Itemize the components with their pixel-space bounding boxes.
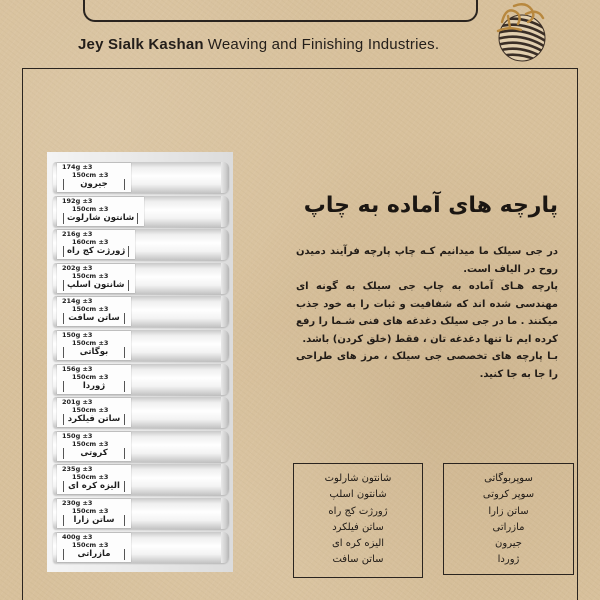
- fabric-label: [57, 230, 135, 259]
- fabric-label: [57, 331, 131, 360]
- roll-end: [221, 532, 229, 563]
- fabric-label: [57, 297, 131, 326]
- fabric-roll: [53, 364, 229, 395]
- fabric-list-item: جیرون: [495, 538, 522, 550]
- description-text: [296, 243, 558, 383]
- fabric-list-item: ساتن فیلکرد: [332, 521, 384, 533]
- fabric-weight: 216g ±3: [62, 230, 93, 239]
- fabric-width: 150cm ±3: [72, 305, 109, 314]
- fabric-weight: 192g ±3: [62, 196, 93, 205]
- fabric-list-item: الیزه کره ای: [331, 538, 385, 550]
- fabric-label: [57, 197, 144, 226]
- fabric-rolls-photo: [47, 152, 233, 572]
- fabric-name: الیزه کره ای: [63, 481, 125, 492]
- fabric-list-item: شانتون اسلپ: [329, 489, 387, 501]
- fabric-list-item: ژوردا: [497, 554, 520, 566]
- company-name-english: [78, 36, 439, 53]
- fabric-width: 150cm ±3: [72, 439, 109, 448]
- roll-end: [221, 296, 229, 327]
- roll-end: [221, 464, 229, 495]
- fabric-roll: [53, 498, 229, 529]
- fabric-list-item: ساتن زارا: [488, 505, 529, 517]
- fabric-label: [57, 432, 131, 461]
- roll-end: [221, 263, 229, 294]
- section-heading: پارچه های آماده به چاپ: [303, 193, 558, 218]
- fabric-name: ساتن زارا: [63, 515, 125, 526]
- fabric-list-item: ساتن سافت: [332, 554, 384, 566]
- fabric-roll: [53, 162, 229, 193]
- fabric-width: 150cm ±3: [72, 204, 109, 213]
- roll-end: [221, 162, 229, 193]
- fabric-roll: [53, 229, 229, 260]
- fabric-weight: 201g ±3: [62, 398, 93, 407]
- fabric-roll: [53, 296, 229, 327]
- fabric-label: [57, 264, 135, 293]
- roll-end: [221, 397, 229, 428]
- fabric-weight: 174g ±3: [62, 163, 93, 171]
- fabric-weight: 156g ±3: [62, 364, 93, 373]
- fabric-name: ژوردا: [63, 381, 125, 392]
- fabric-weight: 230g ±3: [62, 499, 93, 507]
- fabric-name: ساتن فیلکرد: [63, 414, 125, 425]
- fabric-list-item: مازراتی: [492, 521, 525, 533]
- fabric-list-item: سوپر کروتی: [482, 489, 535, 501]
- fabric-width: 150cm ±3: [72, 271, 109, 280]
- fabric-name: ساتن سافت: [63, 313, 125, 324]
- title-banner: [83, 0, 478, 22]
- fabric-weight: 150g ±3: [62, 331, 93, 339]
- fabric-weight: 202g ±3: [62, 263, 93, 272]
- description-paragraph: در جی سیلک ما میدانیم کـه چاپ پارچه فرآیند دمیدن روح در الیاف است.: [296, 246, 558, 275]
- fabric-list-box-right: [443, 463, 574, 575]
- fabric-label: [57, 533, 131, 562]
- roll-end: [221, 498, 229, 529]
- fabric-label: [57, 465, 131, 494]
- fabric-label: [57, 398, 131, 427]
- fabric-width: 150cm ±3: [72, 473, 109, 482]
- fabric-roll: [53, 464, 229, 495]
- fabric-roll: [53, 263, 229, 294]
- fabric-weight: 400g ±3: [62, 532, 93, 541]
- fabric-width: 150cm ±3: [72, 339, 109, 347]
- fabric-roll: [53, 431, 229, 462]
- fabric-roll: [53, 330, 229, 361]
- fabric-weight: 150g ±3: [62, 431, 93, 440]
- fabric-name: بوگاتی: [63, 347, 125, 358]
- roll-end: [221, 196, 229, 227]
- roll-end: [221, 330, 229, 361]
- fabric-width: 160cm ±3: [72, 238, 109, 247]
- fabric-width: 150cm ±3: [72, 171, 109, 179]
- fabric-name: شانتون اسلپ: [63, 280, 129, 291]
- description-paragraph: بـا پارچه های تخصصی جی سیلک ، مرز های طراحی را جا به جا کنید.: [296, 351, 558, 380]
- fabric-roll: [53, 196, 229, 227]
- fabric-name: جیرون: [63, 179, 125, 190]
- fabric-weight: 214g ±3: [62, 297, 93, 306]
- fabric-roll: [53, 397, 229, 428]
- fabric-width: 150cm ±3: [72, 406, 109, 415]
- fabric-name: مازراتی: [63, 549, 125, 560]
- company-name-bold: Jey Sialk Kashan: [78, 36, 204, 53]
- fabric-list-item: ژورژت کج راه: [328, 505, 388, 517]
- fabric-label: [57, 499, 131, 528]
- fabric-name: شانتون شارلوت: [63, 213, 138, 224]
- yarn-ball-logo-icon: [488, 0, 554, 64]
- roll-end: [221, 431, 229, 462]
- fabric-list-item: شانتون شارلوت: [324, 473, 392, 484]
- fabric-list-item: سوپربوگاتی: [484, 473, 533, 484]
- fabric-name: کروتی: [63, 448, 125, 459]
- fabric-weight: 235g ±3: [62, 465, 93, 474]
- roll-end: [221, 229, 229, 260]
- company-name-rest: Weaving and Finishing Industries.: [207, 36, 440, 53]
- roll-end: [221, 364, 229, 395]
- fabric-width: 150cm ±3: [72, 540, 109, 549]
- fabric-label: [57, 365, 131, 394]
- fabric-name: ژورژت کج راه: [63, 246, 129, 257]
- fabric-list-box-left: [293, 463, 423, 578]
- fabric-label: [57, 163, 131, 192]
- description-paragraph: پارچه هـای آماده به چاپ جی سیلک به گونه ای مهندسی شده اند که شفافیت و ثبات را به خود جذب میکنند . ما در جی سیلک دغدغه های فنی شـما را رفع کرده ایم تا تنها دغدغه تان ، فقط (خلق کردن) باشد.: [296, 281, 558, 345]
- fabric-roll: [53, 532, 229, 563]
- fabric-width: 150cm ±3: [72, 372, 109, 381]
- fabric-width: 150cm ±3: [72, 507, 109, 515]
